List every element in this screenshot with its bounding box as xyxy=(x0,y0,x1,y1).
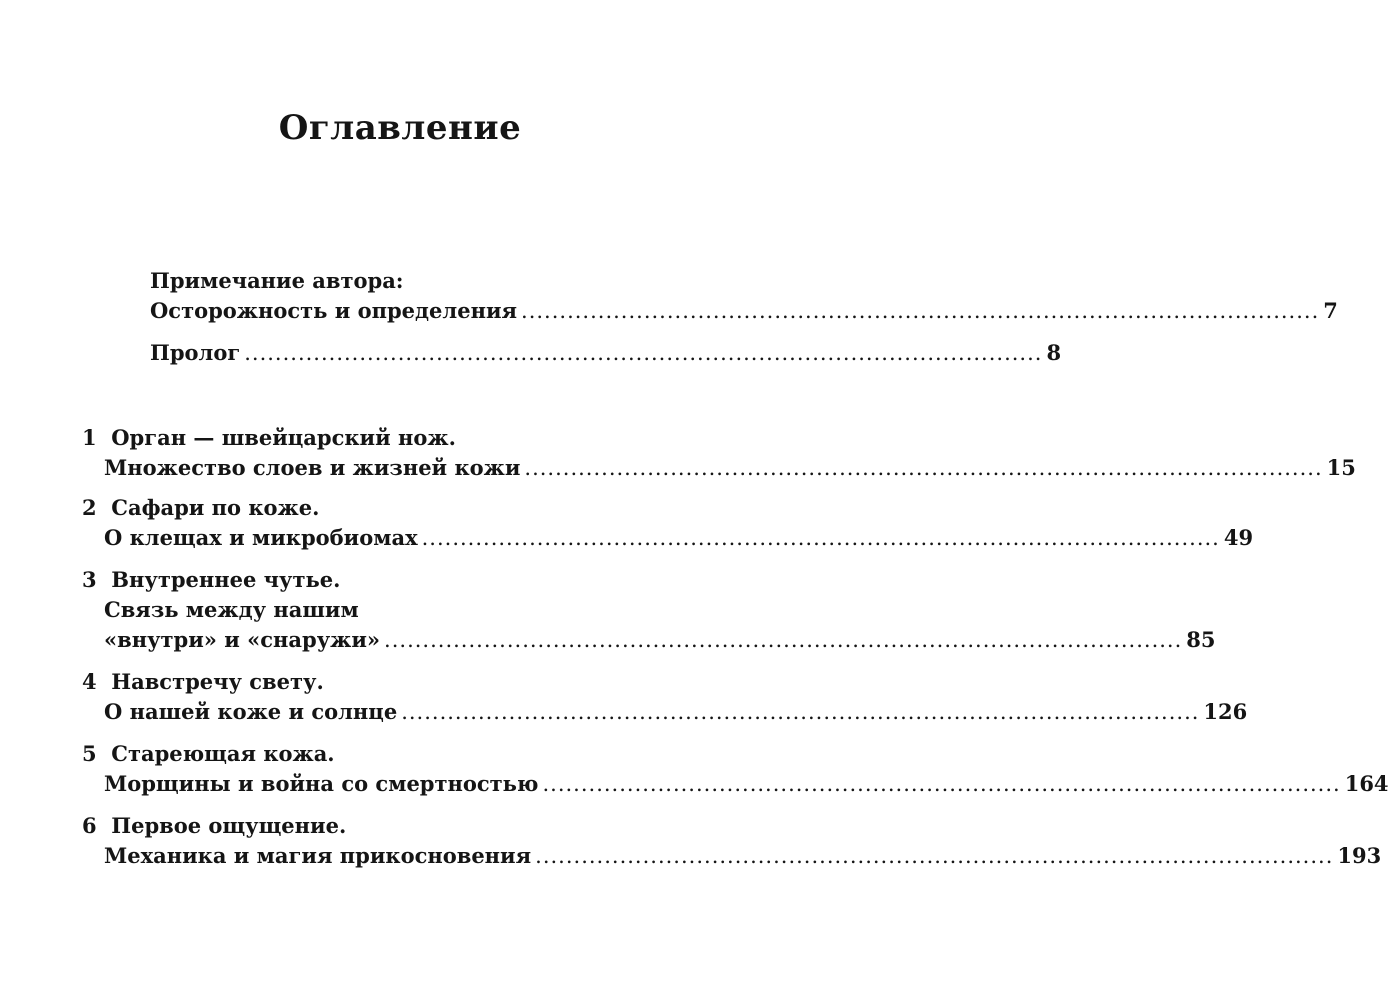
dot-leader: ........................................................................................................ xyxy=(521,299,1320,323)
toc-page-number: 126 xyxy=(1203,699,1248,724)
page-title: Оглавление xyxy=(278,108,522,148)
toc-page-number: 49 xyxy=(1223,525,1254,550)
chapter-title: Первое ощущение. xyxy=(111,813,347,838)
dot-leader: ........................................................................................................ xyxy=(384,628,1183,652)
toc-page-number: 85 xyxy=(1186,627,1216,652)
chapter-2-heading xyxy=(82,493,319,523)
chapter-title: Сафари по коже. xyxy=(111,495,320,520)
toc-entry-author-note[interactable] xyxy=(150,296,1338,326)
toc-entry-chapter-5[interactable] xyxy=(104,769,1389,799)
toc-page-number: 7 xyxy=(1323,298,1338,323)
toc-entry-title: Пролог xyxy=(150,340,241,365)
chapter-title: Навстречу свету. xyxy=(111,669,324,694)
chapter-number: 3 xyxy=(82,567,97,592)
chapter-subtitle: Морщины и война со смертностью xyxy=(104,771,539,796)
chapter-1-heading xyxy=(82,423,456,453)
dot-leader: ........................................................................................................ xyxy=(421,526,1220,550)
chapter-3-heading xyxy=(82,565,340,595)
chapter-number: 2 xyxy=(82,495,97,520)
chapter-title: Орган — швейцарский нож. xyxy=(111,425,456,450)
chapter-subtitle: Механика и магия прикосновения xyxy=(104,843,532,868)
dot-leader: ........................................................................................................ xyxy=(524,456,1323,480)
dot-leader: ........................................................................................................ xyxy=(244,341,1043,365)
chapter-subtitle: О клещах и микробиомах xyxy=(104,525,418,550)
chapter-subtitle: Связь между нашим xyxy=(104,597,359,622)
dot-leader: ........................................................................................................ xyxy=(535,844,1334,868)
chapter-number: 1 xyxy=(82,425,97,450)
chapter-6-heading xyxy=(82,811,346,841)
chapter-subtitle: «внутри» и «снаружи» xyxy=(104,627,381,652)
toc-entry-chapter-1[interactable] xyxy=(104,453,1356,483)
toc-entry-title: Осторожность и определения xyxy=(150,298,518,323)
toc-entry-chapter-4[interactable] xyxy=(104,697,1248,727)
toc-entry-author-note-line1: Примечание автора: xyxy=(150,268,404,293)
toc-page-number: 193 xyxy=(1337,843,1382,868)
toc-entry-chapter-2[interactable] xyxy=(104,523,1254,553)
dot-leader: ........................................................................................................ xyxy=(401,700,1200,724)
toc-page-number: 15 xyxy=(1326,455,1356,480)
chapter-title: Внутреннее чутье. xyxy=(111,567,341,592)
chapter-4-heading xyxy=(82,667,324,697)
chapter-subtitle: Множество слоев и жизней кожи xyxy=(104,455,521,480)
chapter-5-heading xyxy=(82,739,335,769)
chapter-number: 6 xyxy=(82,813,97,838)
dot-leader: ........................................................................................................ xyxy=(542,772,1341,796)
chapter-subtitle: О нашей коже и солнце xyxy=(104,699,398,724)
toc-entry-chapter-3[interactable] xyxy=(104,625,1216,655)
toc-entry-prologue[interactable] xyxy=(150,338,1062,368)
toc-page-number: 8 xyxy=(1046,340,1062,365)
toc-page-number: 164 xyxy=(1344,771,1389,796)
chapter-title: Стареющая кожа. xyxy=(111,741,335,766)
chapter-number: 4 xyxy=(82,669,97,694)
toc-entry-chapter-6[interactable] xyxy=(104,841,1382,871)
chapter-number: 5 xyxy=(82,741,97,766)
